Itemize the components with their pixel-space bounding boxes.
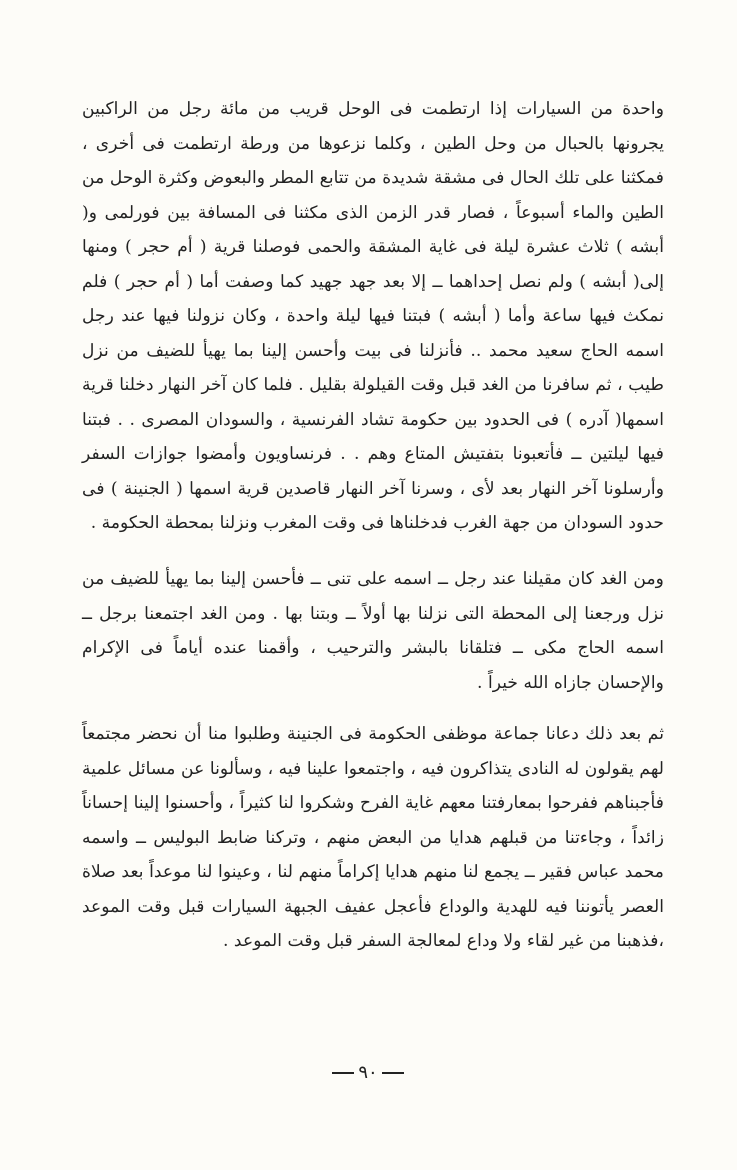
right-dash: [332, 1072, 354, 1074]
paragraph-text: واحدة من السيارات إذا ارتطمت فى الوحل قريب من مائة رجل من الراكبين يجرونها بالحبال من وحل الطين ، وكلما نزعوها من ورطة ارتطمت فى أخرى ، فمكثنا على تلك الحال فى مشقة شديدة من تتابع المطر والبعوض وكثرة الوحل من الطين والماء أسبوعاً ، فصار قدر الزمن الذى مكثنا فى المسافة بين فورلمى و( أبشه ) ثلاث عشرة ليلة فى غاية المشقة والحمى فوصلنا قرية ( أم حجر ) ومنها إلى( أبشه ) ولم نصل إحداهما ــ إلا بعد جهد جهيد كما وصفت أما ( أم حجر ) فلم نمكث فيها ساعة وأما ( أبشه ) فبتنا فيها ليلة واحدة ، وكان نزولنا فيها عند رجل اسمه الحاج سعيد محمد .. فأنزلنا فى بيت وأحسن إلينا بما يهيأ للضيف من نزل طيب ، ثم سافرنا من الغد قبل وقت القيلولة بقليل . فلما كان آخر النهار دخلنا قرية اسمها( آدره ) فى الحدود بين حكومة تشاد الفرنسية ، والسودان المصرى . . فبتنا فيها ليلتين ــ فأتعبونا بتفتيش المتاع وهم . . فرنساويون وأمضوا جوازات السفر وأرسلونا آخر النهار بعد لأى ، وسرنا آخر النهار قاصدين قرية اسمها ( الجنينة ) فى حدود السودان من جهة الغرب فدخلناها فى وقت المغرب ونزلنا بمحطة الحكومة .: [82, 99, 664, 533]
left-dash: [382, 1072, 404, 1074]
page-number: [318, 1062, 418, 1083]
paragraph-text: ومن الغد كان مقيلنا عند رجل ــ اسمه على تنى ــ فأحسن إلينا بما يهيأ للضيف من نزل ورجعنا إلى المحطة التى نزلنا بها أولاً ــ وبتنا بها . ومن الغد اجتمعنا برجل ــ اسمه الحاج مكى ــ فتلقانا بالبشر والترحيب ، وأقمنا عنده أياماً فى الإكرام والإحسان جازاه الله خيراً .: [82, 569, 664, 693]
paragraph-3: [82, 717, 664, 959]
page-number-text: ٩٠: [358, 1062, 378, 1083]
paragraph-2: [82, 562, 664, 700]
paragraph-1: [82, 92, 664, 541]
paragraph-text: ثم بعد ذلك دعانا جماعة موظفى الحكومة فى الجنينة وطلبوا منا أن نحضر مجتمعاً لهم يقولون له النادى يتذاكرون فيه ، واجتمعوا علينا فيه ، وسألونا عن مسائل علمية فأجبناهم ففرحوا بمعارفتنا معهم غاية الفرح وشكروا لنا كثيراً ، وأحسنوا إلينا إحساناً زائداً ، وجاءتنا من قبلهم هدايا من البعض منهم ، وتركنا ضابط البوليس ــ واسمه محمد عباس فقير ــ يجمع لنا منهم هدايا إكراماً منهم لنا ، وعينوا لنا موعداً بعد صلاة العصر يأتوننا فيه للهدية والوداع فأعجل عفيف الجبهة السيارات قبل وقت الموعد ،فذهبنا من غير لقاء ولا وداع لمعالجة السفر قبل وقت الموعد .: [82, 724, 664, 951]
